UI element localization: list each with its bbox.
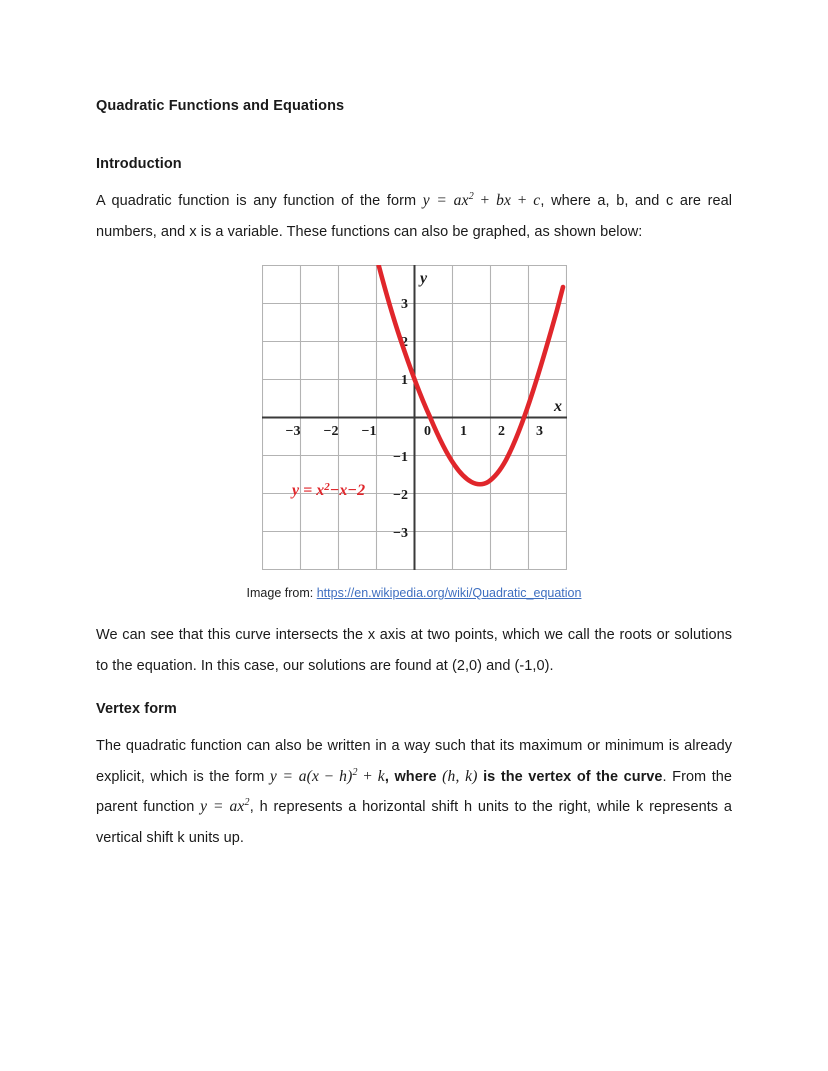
xtick-0: 0 <box>423 424 431 439</box>
formula-vertex-form: $y = a(x - h)^2 + k$ <box>269 766 385 785</box>
document-content <box>96 96 732 853</box>
ytick-3: 3 <box>400 297 408 312</box>
vertex-text-part-3: , h represents a horizontal shift h units to the right, while k represents a vertical shift k units up. <box>96 799 732 846</box>
vertex-bold-part-1: , where <box>384 768 443 785</box>
figure-caption <box>96 584 732 602</box>
intro-text-before-formula: A quadratic function is any function of the form <box>96 193 423 209</box>
formula-hk-pair: (h, k) <box>442 767 478 785</box>
vertex-text-part-2: . From the parent function <box>96 768 733 815</box>
ytick-1: 1 <box>400 373 408 388</box>
vertex-bold-part-2: is the vertex of the curve <box>477 768 663 785</box>
ytick--1: −1 <box>392 450 408 465</box>
intro-text-after-formula: , where a, b, and c are real numbers, and x is a variable. These functions can also be graphed, as shown below: <box>96 193 732 240</box>
page-title: Quadratic Functions and Equations <box>96 98 345 114</box>
spacer <box>96 602 732 620</box>
parabola-chart <box>262 265 567 570</box>
spacer <box>96 174 732 186</box>
formula-parent-function: $y = ax^2$ <box>200 796 250 815</box>
formula-standard-form: $y = ax^2$ + bx + c <box>422 190 541 209</box>
vertex-form-paragraph <box>96 731 732 853</box>
wikipedia-link[interactable]: https://en.wikipedia.org/wiki/Quadratic_equation <box>316 586 582 600</box>
xtick-1: 1 <box>459 424 467 439</box>
xtick-3: 3 <box>535 424 543 439</box>
y-axis-label: y <box>419 270 427 287</box>
spacer <box>96 681 732 699</box>
spacer <box>96 247 732 265</box>
graph-image <box>262 265 567 570</box>
x-axis-label: x <box>553 398 562 415</box>
ytick--2: −2 <box>392 488 408 503</box>
ytick--3: −3 <box>392 526 408 541</box>
intro-paragraph <box>96 186 732 247</box>
xtick--3: −3 <box>285 424 300 439</box>
xtick--1: −1 <box>361 424 376 439</box>
spacer <box>96 116 732 154</box>
section-heading-vertex-form: Vertex form <box>96 701 177 717</box>
ytick-2: 2 <box>400 335 408 350</box>
vertex-text-part-1: The quadratic function can also be written in a way such that its maximum or minimum is already explicit, which is the form <box>96 738 732 785</box>
figure-quadratic-graph <box>96 265 732 602</box>
equation-label: $y = x^2-x-2$ <box>291 481 365 499</box>
spacer <box>96 719 732 731</box>
section-heading-introduction: Introduction <box>96 156 182 172</box>
xtick-2: 2 <box>497 424 505 439</box>
caption-prefix: Image from: <box>246 586 317 600</box>
roots-paragraph: We can see that this curve intersects the x axis at two points, which we call the roots or solutions to the equation. In this case, our solutions are found at (2,0) and (-1,0). <box>96 627 732 674</box>
xtick--2: −2 <box>323 424 338 439</box>
